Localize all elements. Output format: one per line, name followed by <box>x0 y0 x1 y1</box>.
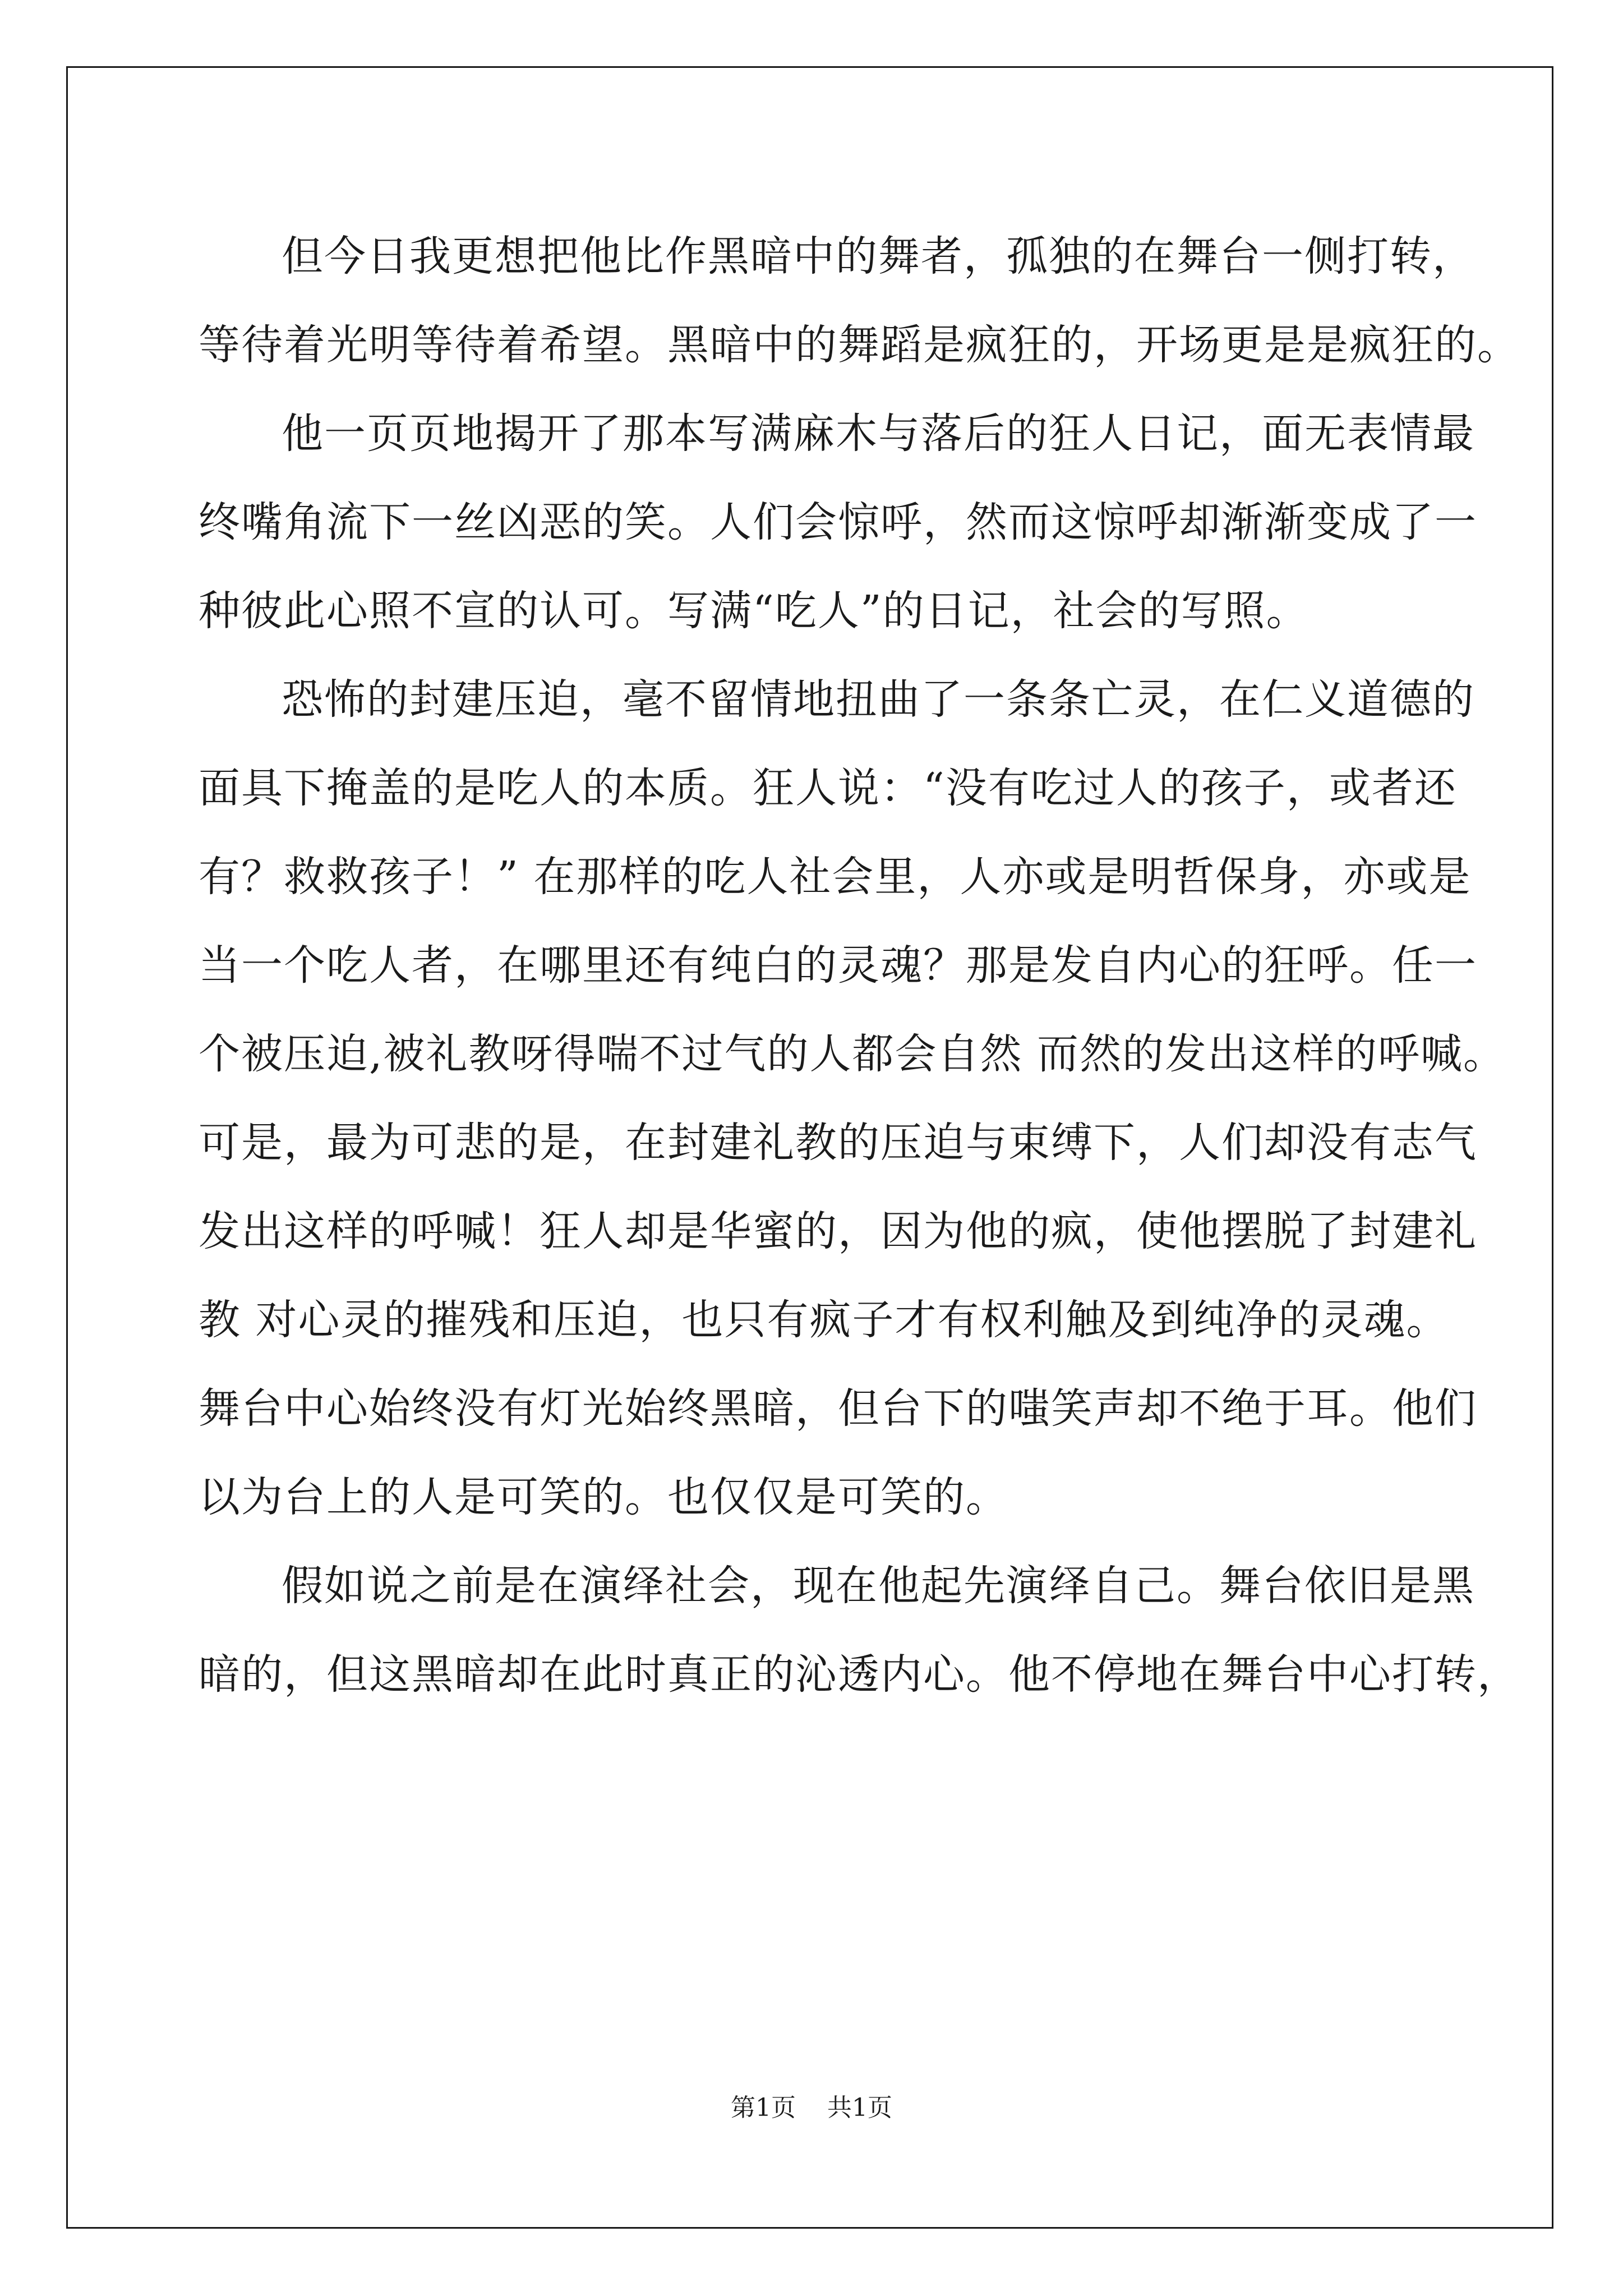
text-line: 等待着光明等待着希望。黑暗中的舞蹈是疯狂的，开场更是是疯狂的。 <box>199 321 1520 369</box>
text-line: 假如说之前是在演绎社会，现在他起先演绎自己。舞台依旧是黑 <box>282 1562 1475 1610</box>
text-line: 终嘴角流下一丝凶恶的笑。人们会惊呼，然而这惊呼却渐渐变成了一 <box>199 498 1477 546</box>
text-line: 发出这样的呼喊！狂人却是华蜜的，因为他的疯，使他摆脱了封建礼 <box>199 1207 1477 1255</box>
text-line: 面具下掩盖的是吃人的本质。狂人说：“没有吃过人的孩子，或者还 <box>199 764 1457 812</box>
text-line: 有？救救孩子！” 在那样的吃人社会里，人亦或是明哲保身，亦或是 <box>199 853 1472 901</box>
text-line: 可是，最为可悲的是，在封建礼教的压迫与束缚下，人们却没有志气 <box>199 1119 1477 1167</box>
text-line: 恐怖的封建压迫，毫不留情地扭曲了一条条亡灵，在仁义道德的 <box>282 675 1475 724</box>
page-number: 第1页 <box>731 2093 796 2122</box>
text-line: 舞台中心始终没有灯光始终黑暗，但台下的嗤笑声却不绝于耳。他们 <box>199 1384 1477 1433</box>
text-line: 暗的，但这黑暗却在此时真正的沁透内心。他不停地在舞台中心打转， <box>199 1650 1520 1699</box>
text-line: 以为台上的人是可笑的。也仅仅是可笑的。 <box>199 1473 1008 1521</box>
page-total: 共1页 <box>827 2093 892 2122</box>
text-line: 种彼此心照不宣的认可。写满“吃人”的日记，社会的写照。 <box>199 587 1309 635</box>
text-line: 当一个吃人者，在哪里还有纯白的灵魂？那是发自内心的狂呼。任一 <box>199 941 1477 990</box>
page-footer <box>0 2091 1623 2125</box>
document-body <box>199 212 1520 1719</box>
text-line: 个被压迫,被礼教呀得喘不过气的人都会自然 而然的发出这样的呼喊。 <box>199 1030 1506 1078</box>
text-line: 他一页页地揭开了那本写满麻木与落后的狂人日记，面无表情最 <box>282 409 1475 458</box>
text-line: 教 对心灵的摧残和压迫，也只有疯子才有权利触及到纯净的灵魂。 <box>199 1296 1449 1344</box>
text-line: 但今日我更想把他比作黑暗中的舞者，孤独的在舞台一侧打转， <box>282 232 1475 280</box>
